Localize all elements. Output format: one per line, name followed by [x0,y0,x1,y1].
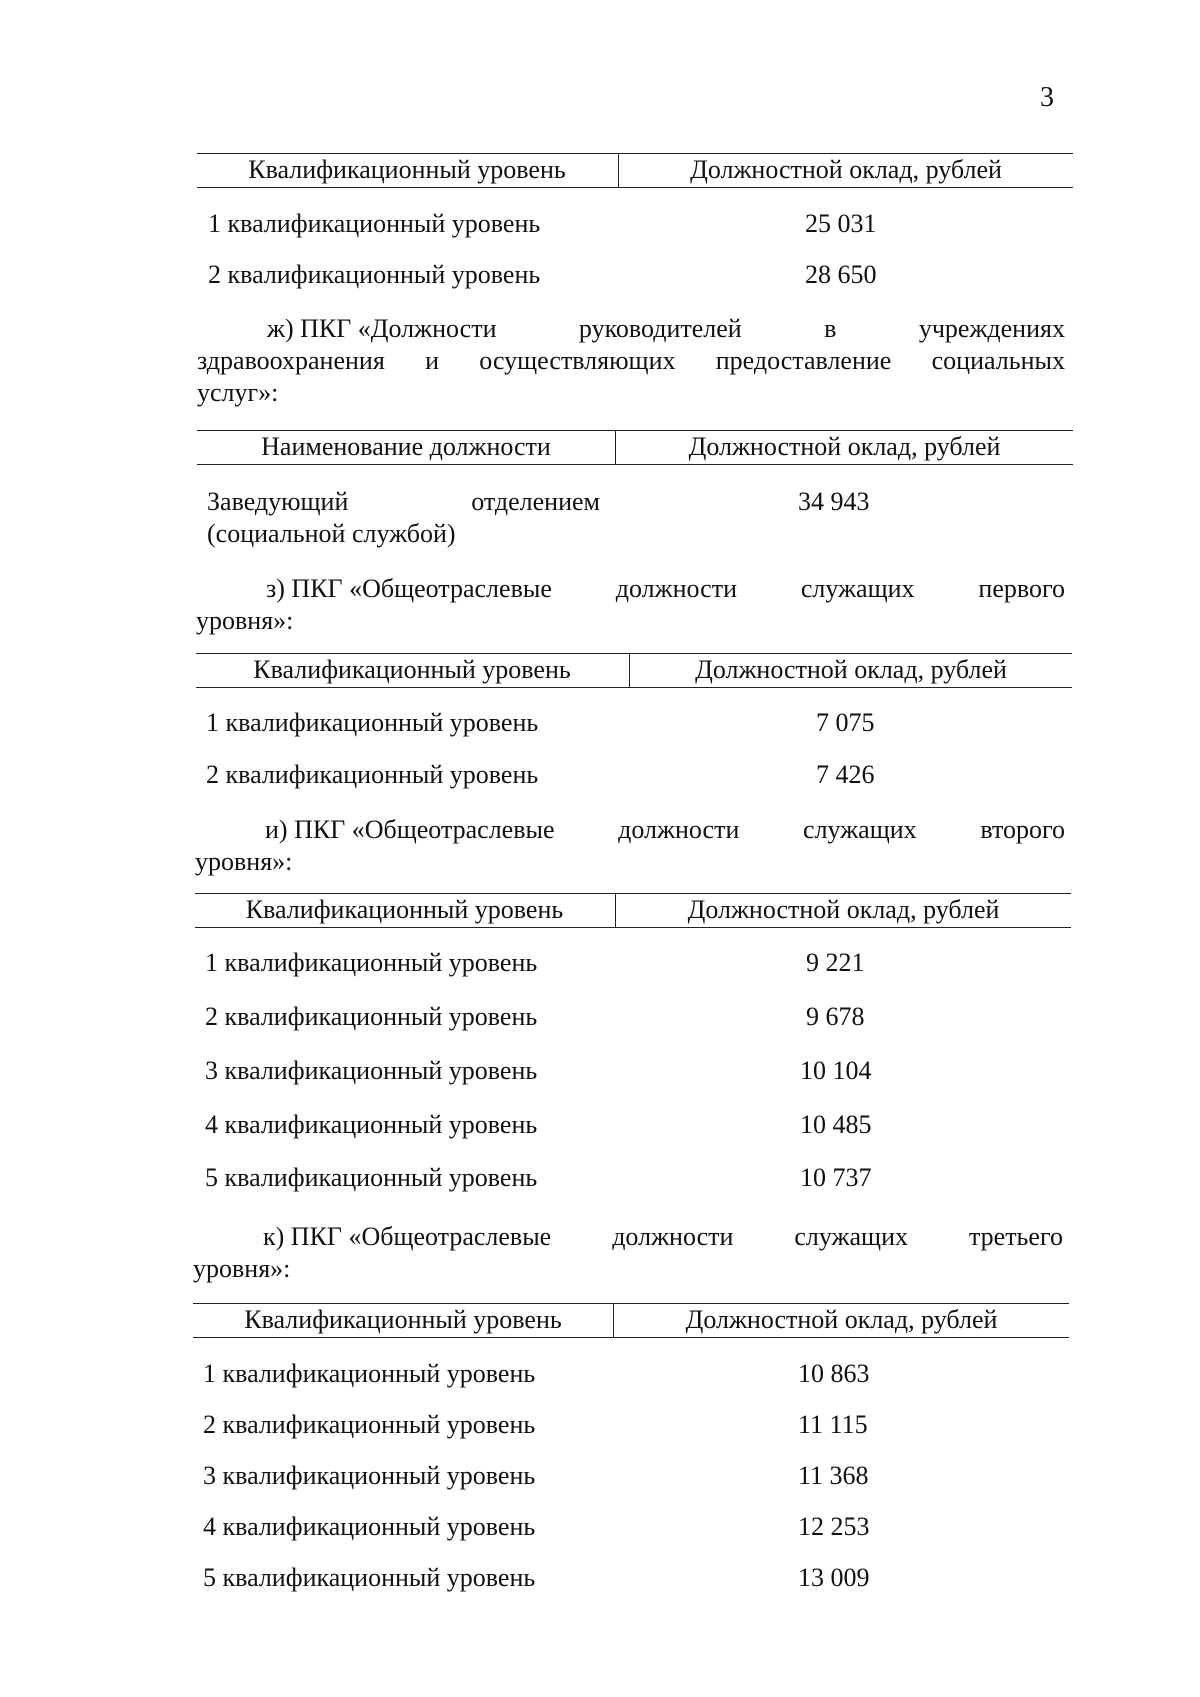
word: служащих [794,1222,908,1251]
table-row: 5 квалификационный уровень [203,1563,536,1592]
paragraph-line [195,814,1065,846]
header-position: Наименование должности [261,432,551,461]
table-row: 4 квалификационный уровень [205,1110,538,1139]
word: третьего [968,1222,1063,1251]
table-row: 2 квалификационный уровень [206,760,539,789]
header-level: Квалификационный уровень [244,1305,562,1334]
salary-table-1 [197,153,1073,188]
word: и [425,346,440,375]
word: должности [618,815,740,844]
table-header [197,153,1073,188]
word: в [824,314,837,343]
table-row: 1 квалификационный уровень [205,948,538,977]
salary-table-4 [195,893,1071,928]
word: социальных [931,346,1065,375]
section-zh-paragraph [197,313,1065,409]
table-row-salary: 10 485 [800,1110,872,1139]
word: ж) ПКГ «Должности [267,314,497,343]
paragraph-line [193,1221,1063,1253]
table-row: 5 квалификационный уровень [205,1163,538,1192]
word: учреждениях [918,314,1065,343]
table-row: 2 квалификационный уровень [205,1002,538,1031]
paragraph-line [197,313,1065,345]
table-row-salary: 10 863 [798,1359,870,1388]
table-row: 1 квалификационный уровень [208,209,541,238]
cell-line [207,486,600,518]
word: отделением [471,487,600,516]
position-cell [207,486,600,550]
word: з) ПКГ «Общеотраслевые [266,574,552,603]
header-level: Квалификационный уровень [253,655,571,684]
section-z-paragraph [196,573,1065,637]
header-level: Квалификационный уровень [248,155,566,184]
table-row: 3 квалификационный уровень [205,1056,538,1085]
table-row-salary: 13 009 [798,1563,870,1592]
word: руководителей [578,314,742,343]
table-header [195,893,1071,928]
table-row-salary: 10 104 [800,1056,872,1085]
table-row-salary: 10 737 [800,1163,872,1192]
table-row-salary: 11 115 [798,1410,868,1439]
paragraph-line [193,1253,1063,1285]
table-row: 2 квалификационный уровень [208,260,541,289]
paragraph-line [196,605,1065,637]
word: уровня»: [195,847,293,876]
header-salary: Должностной оклад, рублей [687,895,1000,924]
word: должности [612,1222,734,1251]
table-row-salary: 12 253 [798,1512,870,1541]
paragraph-line [197,345,1065,377]
page-number: 3 [1040,82,1054,113]
word: уровня»: [196,606,294,635]
paragraph-line [195,846,1065,878]
word: должности [615,574,737,603]
salary-table-5 [193,1303,1069,1338]
header-salary: Должностной оклад, рублей [690,155,1002,184]
paragraph-line [196,573,1065,605]
word: к) ПКГ «Общеотраслевые [263,1222,552,1251]
table-row-salary: 9 678 [806,1002,865,1031]
header-salary: Должностной оклад, рублей [688,432,1001,461]
table-row-salary: 25 031 [805,209,877,238]
word: второго [980,815,1065,844]
table-row: 1 квалификационный уровень [206,708,539,737]
table-row: 4 квалификационный уровень [203,1512,536,1541]
cell-line [207,518,600,550]
paragraph-line [197,377,1065,409]
section-i-paragraph [195,814,1065,878]
word: первого [978,574,1065,603]
word: уровня»: [193,1254,291,1283]
header-level: Квалификационный уровень [245,895,564,924]
word: и) ПКГ «Общеотраслевые [265,815,555,844]
table-row-salary: 7 426 [816,760,875,789]
table-row-salary: 9 221 [806,948,865,977]
word: Заведующий [207,487,349,516]
salary-table-3 [196,653,1072,688]
word: здравоохранения [197,346,385,375]
word: служащих [803,815,917,844]
word: служащих [800,574,915,603]
word: осуществляющих [479,346,676,375]
table-row-salary: 28 650 [805,260,877,289]
word: предоставление [715,346,892,375]
table-header [197,430,1073,465]
table-header [193,1303,1069,1338]
table-row: 1 квалификационный уровень [203,1359,536,1388]
header-salary: Должностной оклад, рублей [695,655,1007,684]
word: услуг»: [197,378,279,407]
section-k-paragraph [193,1221,1063,1285]
table-row: 3 квалификационный уровень [203,1461,536,1490]
table-row-salary: 34 943 [798,487,870,516]
table-row: 2 квалификационный уровень [203,1410,536,1439]
table-row-salary: 7 075 [816,708,875,737]
salary-table-2 [197,430,1073,465]
header-salary: Должностной оклад, рублей [685,1305,998,1334]
table-row-salary: 11 368 [798,1461,869,1490]
table-header [196,653,1072,688]
word: (социальной службой) [207,519,456,548]
